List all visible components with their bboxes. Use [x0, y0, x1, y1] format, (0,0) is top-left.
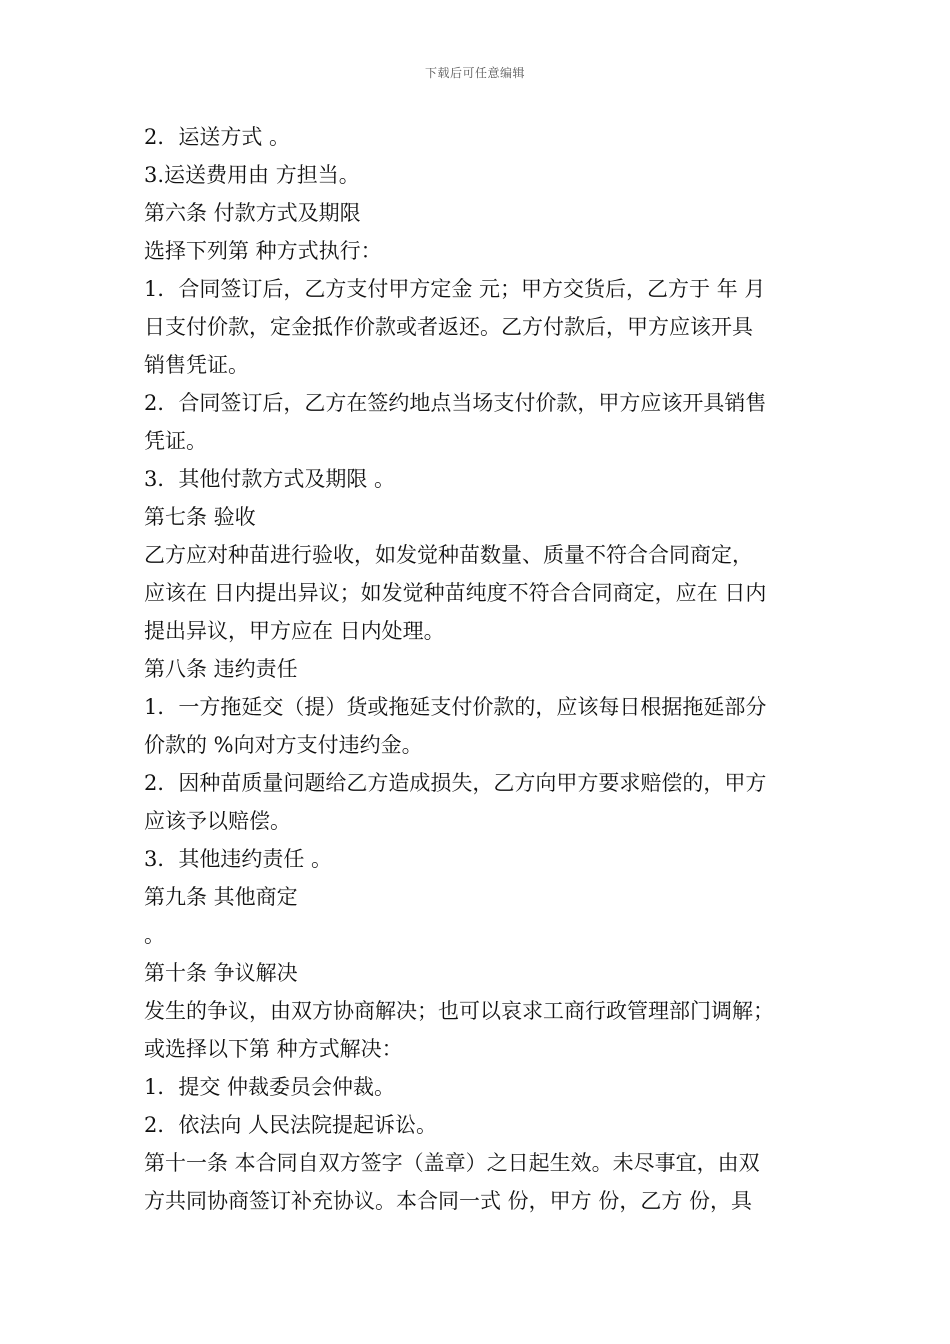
text-line: 应该在 日内提出异议；如发觉种苗纯度不符合合同商定，应在 日内	[144, 581, 767, 605]
text-line: 1．一方拖延交（提）货或拖延支付价款的，应该每日根据拖延部分	[144, 695, 767, 719]
text-line: 1．合同签订后，乙方支付甲方定金 元；甲方交货后，乙方于 年 月	[144, 277, 766, 301]
text-line: 选择下列第 种方式执行：	[144, 239, 382, 263]
article-heading: 第八条 违约责任	[144, 657, 298, 681]
text-line: 2．合同签订后，乙方在签约地点当场支付价款，甲方应该开具销售	[144, 391, 767, 415]
text-line: 乙方应对种苗进行验收，如发觉种苗数量、质量不符合合同商定，	[144, 543, 753, 567]
article-heading: 第九条 其他商定	[144, 885, 298, 909]
text-line: 2．依法向 人民法院提起诉讼。	[144, 1113, 438, 1137]
text-line: 销售凭证。	[144, 353, 249, 377]
page-header: 下载后可任意编辑	[424, 66, 525, 80]
text-line: 提出异议，甲方应在 日内处理。	[144, 619, 445, 643]
text-line: 2．运送方式 。	[144, 125, 291, 149]
text-line: 或选择以下第 种方式解决：	[144, 1037, 403, 1061]
document-body	[144, 118, 814, 1220]
text-line: 。	[144, 923, 165, 947]
text-line: 3．其他付款方式及期限 。	[144, 467, 396, 491]
text-line: 凭证。	[144, 429, 207, 453]
text-line: 方共同协商签订补充协议。本合同一式 份，甲方 份，乙方 份，具	[144, 1189, 753, 1213]
text-line: 应该予以赔偿。	[144, 809, 291, 833]
text-line: 发生的争议，由双方协商解决；也可以哀求工商行政管理部门调解；	[144, 999, 774, 1023]
text-line: 1．提交 仲裁委员会仲裁。	[144, 1075, 396, 1099]
text-line: 价款的 %向对方支付违约金。	[144, 733, 423, 757]
text-line: 3.运送费用由 方担当。	[144, 163, 360, 187]
text-line: 2．因种苗质量问题给乙方造成损失，乙方向甲方要求赔偿的，甲方	[144, 771, 767, 795]
article-heading: 第十条 争议解决	[144, 961, 298, 985]
article-heading: 第六条 付款方式及期限	[144, 201, 361, 225]
text-line: 第十一条 本合同自双方签字（盖章）之日起生效。未尽事宜，由双	[144, 1151, 760, 1175]
text-line: 3．其他违约责任 。	[144, 847, 333, 871]
text-line: 日支付价款，定金抵作价款或者返还。乙方付款后，甲方应该开具	[144, 315, 753, 339]
article-heading: 第七条 验收	[144, 505, 256, 529]
